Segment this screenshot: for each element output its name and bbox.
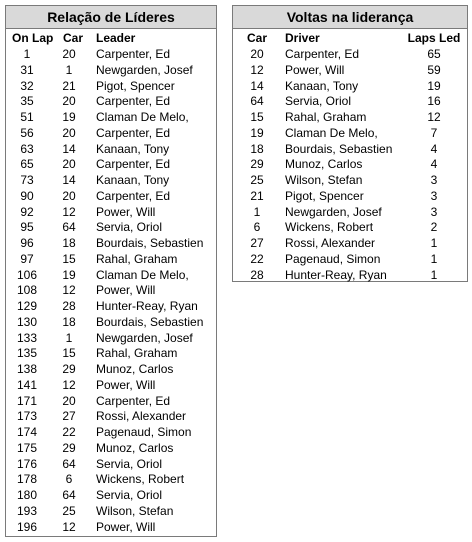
leader-cell: Claman De Melo,	[96, 110, 189, 124]
table-row	[6, 488, 216, 504]
table-row	[233, 126, 467, 142]
car-cell: 19	[250, 125, 264, 140]
car-cell: 12	[62, 204, 76, 219]
header-driver: Driver	[285, 31, 320, 45]
table-row	[233, 205, 467, 221]
driver-cell: Newgarden, Josef	[285, 204, 382, 219]
header-on-lap: On Lap	[12, 31, 54, 45]
lap-cell: 175	[16, 440, 38, 455]
lap-cell: 32	[20, 78, 34, 93]
table-row	[6, 173, 216, 189]
leader-cell: Munoz, Carlos	[96, 362, 174, 376]
car-cell: 64	[62, 220, 76, 235]
car-cell: 12	[62, 377, 76, 392]
table-row	[233, 63, 467, 79]
table-row	[6, 268, 216, 284]
leader-cell: Carpenter, Ed	[96, 188, 171, 203]
lap-cell: 130	[16, 314, 38, 329]
leaders-title: Relação de Líderes	[6, 6, 216, 29]
table-row	[6, 315, 216, 331]
leader-cell: Newgarden, Josef	[96, 62, 193, 77]
driver-cell: Wickens, Robert	[285, 220, 374, 235]
laps-led-cell: 4	[430, 157, 438, 172]
driver-cell: Kanaan, Tony	[285, 78, 359, 93]
driver-cell: Hunter-Reay, Ryan	[285, 267, 387, 282]
car-cell: 25	[62, 503, 76, 518]
table-row	[6, 79, 216, 95]
lap-cell: 35	[20, 94, 34, 109]
lap-cell: 176	[16, 456, 38, 471]
table-row	[6, 236, 216, 252]
leader-cell: Carpenter, Ed	[96, 94, 171, 109]
lap-cell: 196	[16, 519, 38, 534]
car-cell: 1	[65, 62, 73, 77]
leader-cell: Carpenter, Ed	[96, 125, 171, 140]
driver-cell: Bourdais, Sebastien	[285, 141, 393, 156]
table-row	[233, 173, 467, 189]
table-row	[6, 205, 216, 221]
car-cell: 12	[62, 283, 76, 298]
table-row	[6, 362, 216, 378]
leader-cell: Bourdais, Sebastien	[96, 314, 204, 329]
laps-led-cell: 16	[427, 94, 441, 109]
laps-led-cell: 4	[430, 141, 438, 156]
table-row	[6, 47, 216, 63]
lap-cell: 31	[20, 62, 34, 77]
leaders-table	[5, 5, 217, 537]
table-row	[233, 110, 467, 126]
car-cell: 20	[62, 47, 76, 61]
table-row	[6, 409, 216, 425]
car-cell: 12	[62, 519, 76, 534]
leader-cell: Wickens, Robert	[96, 472, 185, 487]
car-cell: 20	[62, 393, 76, 408]
car-cell: 14	[62, 141, 76, 156]
car-cell: 20	[62, 125, 76, 140]
table-row	[6, 157, 216, 173]
car-cell: 29	[62, 440, 76, 455]
lap-cell: 92	[20, 204, 34, 219]
lap-cell: 96	[20, 236, 34, 250]
table-row	[233, 157, 467, 173]
table-row	[6, 110, 216, 126]
lap-cell: 65	[20, 157, 34, 172]
table-row	[6, 220, 216, 236]
laps-led-cell: 2	[430, 220, 438, 235]
lap-cell: 56	[20, 125, 34, 140]
table-row	[233, 252, 467, 268]
leader-cell: Bourdais, Sebastien	[96, 236, 204, 250]
leader-cell: Rahal, Graham	[96, 346, 178, 361]
header-laps-led: Laps Led	[407, 31, 461, 45]
lap-cell: 133	[16, 330, 38, 345]
car-cell: 27	[62, 409, 76, 424]
lap-cell: 51	[20, 110, 34, 124]
lap-cell: 90	[20, 188, 34, 203]
driver-cell: Servia, Oriol	[285, 94, 352, 109]
leader-cell: Carpenter, Ed	[96, 393, 171, 408]
lap-cell: 141	[16, 377, 38, 392]
car-cell: 15	[250, 110, 264, 124]
car-cell: 64	[62, 488, 76, 502]
table-row	[6, 283, 216, 299]
table-row	[233, 189, 467, 205]
laps-led-title: Voltas na liderança	[233, 6, 467, 29]
car-cell: 21	[250, 188, 264, 203]
table-row	[233, 79, 467, 95]
leader-cell: Carpenter, Ed	[96, 157, 171, 172]
car-cell: 64	[62, 456, 76, 471]
lap-cell: 1	[23, 47, 31, 61]
car-cell: 29	[62, 362, 76, 376]
lap-cell: 180	[16, 488, 38, 502]
table-row	[233, 220, 467, 236]
car-cell: 21	[62, 78, 76, 93]
table-row	[6, 94, 216, 110]
leader-cell: Rahal, Graham	[96, 251, 178, 266]
leader-cell: Power, Will	[96, 283, 156, 298]
table-row	[6, 142, 216, 158]
laps-led-cell: 3	[430, 188, 438, 203]
laps-led-cell: 19	[427, 78, 441, 93]
leader-cell: Hunter-Reay, Ryan	[96, 299, 198, 313]
lap-cell: 73	[20, 173, 34, 187]
laps-led-rows	[233, 47, 467, 283]
laps-led-cell: 1	[430, 236, 438, 250]
table-row	[6, 504, 216, 520]
leader-cell: Newgarden, Josef	[96, 330, 193, 345]
lap-cell: 95	[20, 220, 34, 235]
car-cell: 25	[250, 173, 264, 187]
car-cell: 15	[62, 346, 76, 361]
leader-cell: Power, Will	[96, 204, 156, 219]
lap-cell: 135	[16, 346, 38, 361]
lap-cell: 193	[16, 503, 38, 518]
laps-led-cell: 7	[430, 125, 438, 140]
table-row	[233, 142, 467, 158]
header-car: Car	[246, 31, 267, 45]
lap-cell: 97	[20, 251, 34, 266]
table-row	[6, 346, 216, 362]
table-row	[6, 299, 216, 315]
table-row	[233, 268, 467, 284]
car-cell: 20	[250, 47, 264, 61]
driver-cell: Carpenter, Ed	[285, 47, 360, 61]
leader-cell: Rossi, Alexander	[96, 409, 187, 424]
laps-led-table	[232, 5, 468, 282]
car-cell: 1	[65, 330, 73, 345]
driver-cell: Rossi, Alexander	[285, 236, 376, 250]
car-cell: 18	[250, 141, 264, 156]
lap-cell: 174	[16, 425, 38, 439]
car-cell: 20	[62, 188, 76, 203]
table-row	[6, 441, 216, 457]
table-row	[6, 126, 216, 142]
car-cell: 14	[62, 173, 76, 187]
car-cell: 18	[62, 314, 76, 329]
car-cell: 64	[250, 94, 264, 109]
car-cell: 22	[62, 425, 76, 439]
leaders-rows	[6, 47, 216, 535]
car-cell: 20	[62, 94, 76, 109]
table-row	[6, 378, 216, 394]
table-row	[6, 472, 216, 488]
table-row	[6, 189, 216, 205]
leader-cell: Kanaan, Tony	[96, 173, 170, 187]
lap-cell: 108	[16, 283, 38, 298]
laps-led-cell: 3	[430, 204, 438, 219]
laps-led-cell: 65	[427, 47, 441, 61]
table-row	[6, 425, 216, 441]
lap-cell: 63	[20, 141, 34, 156]
table-row	[6, 63, 216, 79]
table-row	[6, 457, 216, 473]
car-cell: 28	[250, 267, 264, 282]
laps-led-cell: 1	[430, 267, 438, 282]
car-cell: 27	[250, 236, 264, 250]
leader-cell: Munoz, Carlos	[96, 440, 174, 455]
car-cell: 19	[62, 267, 76, 282]
table-row	[233, 47, 467, 63]
table-row	[6, 520, 216, 536]
leader-cell: Power, Will	[96, 377, 156, 392]
leader-cell: Pigot, Spencer	[96, 78, 175, 93]
leaders-header-row	[6, 31, 216, 46]
header-leader: Leader	[96, 31, 136, 45]
laps-led-cell: 1	[430, 251, 438, 266]
lap-cell: 173	[16, 409, 38, 424]
driver-cell: Munoz, Carlos	[285, 157, 363, 172]
table-row	[233, 94, 467, 110]
lap-cell: 178	[16, 472, 38, 487]
leader-cell: Power, Will	[96, 519, 156, 534]
lap-cell: 138	[16, 362, 38, 376]
car-cell: 29	[250, 157, 264, 172]
leader-cell: Servia, Oriol	[96, 456, 163, 471]
driver-cell: Rahal, Graham	[285, 110, 367, 124]
laps-led-header-row	[233, 31, 467, 46]
leader-cell: Servia, Oriol	[96, 488, 163, 502]
leader-cell: Servia, Oriol	[96, 220, 163, 235]
driver-cell: Pagenaud, Simon	[285, 251, 381, 266]
car-cell: 6	[65, 472, 73, 487]
car-cell: 15	[62, 251, 76, 266]
leader-cell: Carpenter, Ed	[96, 47, 171, 61]
leader-cell: Wilson, Stefan	[96, 503, 174, 518]
leader-cell: Kanaan, Tony	[96, 141, 170, 156]
car-cell: 1	[253, 204, 261, 219]
table-row	[6, 394, 216, 410]
car-cell: 19	[62, 110, 76, 124]
laps-led-cell: 12	[427, 110, 441, 124]
laps-led-cell: 59	[427, 62, 441, 77]
table-row	[6, 331, 216, 347]
driver-cell: Wilson, Stefan	[285, 173, 363, 187]
table-row	[233, 236, 467, 252]
leader-cell: Pagenaud, Simon	[96, 425, 192, 439]
lap-cell: 171	[16, 393, 38, 408]
table-row	[6, 252, 216, 268]
lap-cell: 129	[16, 299, 38, 313]
driver-cell: Pigot, Spencer	[285, 188, 364, 203]
car-cell: 6	[253, 220, 261, 235]
laps-led-cell: 3	[430, 173, 438, 187]
car-cell: 20	[62, 157, 76, 172]
car-cell: 12	[250, 62, 264, 77]
driver-cell: Power, Will	[285, 62, 345, 77]
car-cell: 14	[250, 78, 264, 93]
lap-cell: 106	[16, 267, 38, 282]
header-car: Car	[62, 31, 83, 45]
driver-cell: Claman De Melo,	[285, 125, 378, 140]
car-cell: 22	[250, 251, 264, 266]
leader-cell: Claman De Melo,	[96, 267, 189, 282]
car-cell: 28	[62, 299, 76, 313]
car-cell: 18	[62, 236, 76, 250]
